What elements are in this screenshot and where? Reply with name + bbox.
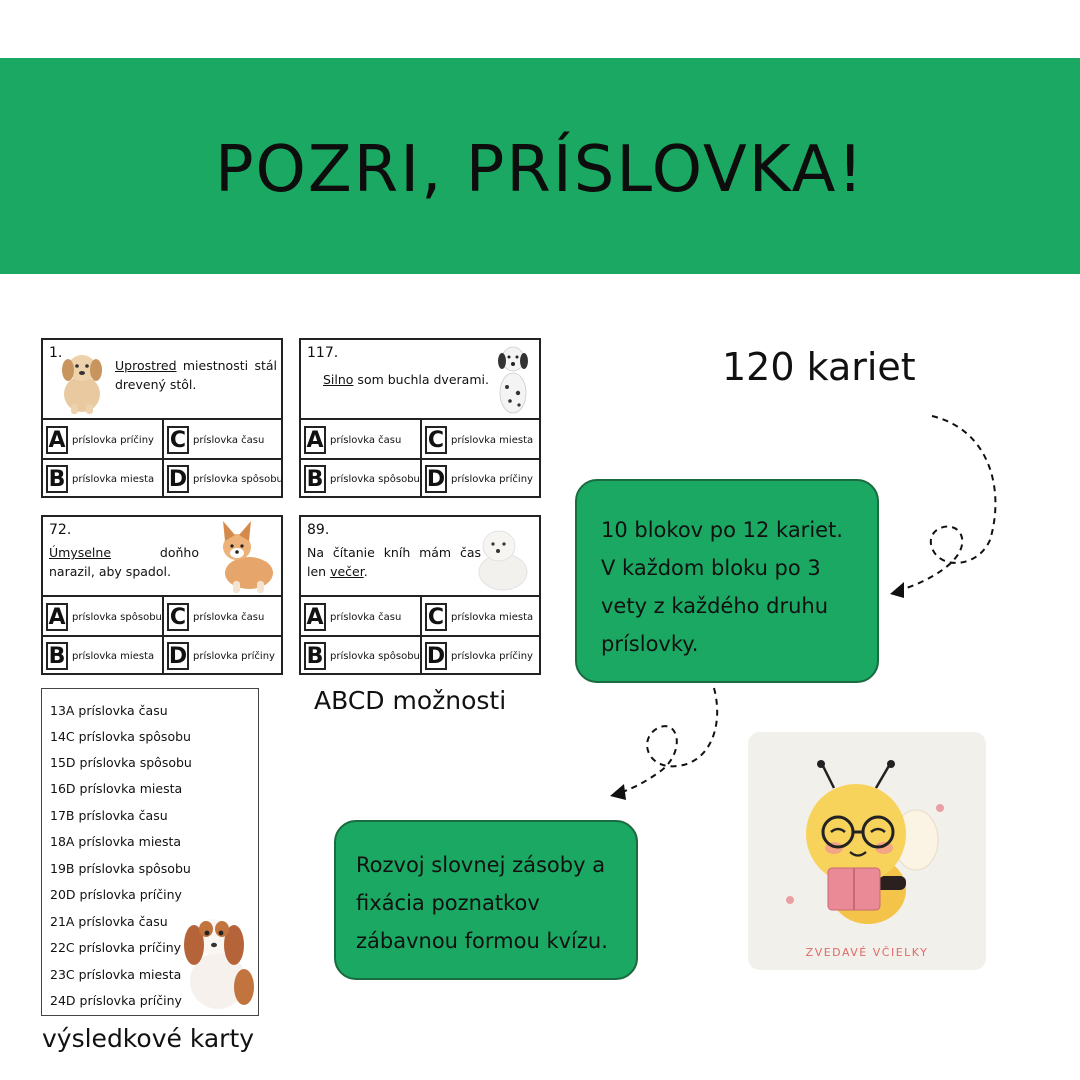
sentence-pre: Na čítanie kníh mám čas len [307,545,481,579]
option-text: príslovka času [330,434,402,446]
card-question [301,517,539,597]
option-letter: A [304,426,326,454]
brand-card [748,732,986,970]
card-sentence [49,543,199,581]
answer-row: 20D príslovka príčiny [50,887,182,902]
option-text: príslovka spôsobu [72,611,162,623]
option-b[interactable] [43,460,162,498]
option-c[interactable] [164,598,283,636]
option-letter: C [425,603,447,631]
option-b[interactable] [43,637,162,675]
sentence-post: doňho narazil, aby spadol. [49,545,199,579]
samoyed-icon [469,520,535,594]
option-c[interactable] [164,421,283,459]
answer-row: 21A príslovka času [50,914,168,929]
quiz-card-72 [41,515,283,675]
info-line: zábavnou formou kvízu. [356,929,608,953]
answer-row: 24D príslovka príčiny [50,993,182,1008]
card-count: 120 kariet [722,345,916,389]
option-text: príslovka času [193,611,265,623]
option-text: príslovka času [193,434,265,446]
option-letter: D [426,466,446,492]
option-letter: A [304,603,326,631]
info-line: príslovky. [601,632,699,656]
brand-name: ZVEDAVÉ VČIELKY [805,946,929,959]
option-letter: C [167,426,189,454]
option-a[interactable] [43,421,162,459]
card-question [301,340,539,420]
sentence-post: . [363,564,368,579]
card-sentence [323,370,493,389]
option-letter: B [46,642,68,670]
dashed-arrow-icon [600,686,730,804]
card-number: 1. [49,345,63,361]
answer-row: 15D príslovka spôsobu [50,755,192,770]
option-text: príslovka miesta [72,650,155,662]
option-text: príslovka miesta [451,611,534,623]
dalmatian-icon [491,343,535,417]
option-a[interactable] [43,598,162,636]
answer-row: 23C príslovka miesta [50,967,182,982]
results-caption: výsledkové karty [42,1024,255,1053]
option-d[interactable] [422,460,541,498]
option-letter: D [426,643,446,669]
option-d[interactable] [164,637,283,675]
option-letter: A [46,426,68,454]
option-c[interactable] [422,421,541,459]
option-c[interactable] [422,598,541,636]
dashed-arrow-icon [880,410,1010,600]
option-letter: B [304,465,326,493]
option-letter: B [46,465,68,493]
option-text: príslovka spôsobu [330,650,420,662]
answer-row: 14C príslovka spôsobu [50,729,191,744]
option-a[interactable] [301,598,420,636]
option-d[interactable] [164,460,283,498]
underlined-adverb: Silno [323,372,354,387]
card-question [43,340,281,420]
info-line: V každom bloku po 3 [601,556,821,580]
spaniel-icon [174,901,256,1013]
info-box-blocks [575,479,879,683]
option-d[interactable] [422,637,541,675]
option-text: príslovka miesta [451,434,534,446]
answer-row: 19B príslovka spôsobu [50,861,191,876]
option-letter: D [168,466,188,492]
info-box-vocabulary [334,820,638,980]
bee-icon [776,760,960,940]
info-line: Rozvoj slovnej zásoby a [356,853,606,877]
option-letter: C [425,426,447,454]
title-banner [0,58,1080,274]
answer-row: 13A príslovka času [50,703,168,718]
option-text: príslovka času [330,611,402,623]
option-letter: A [46,603,68,631]
answer-row: 16D príslovka miesta [50,781,183,796]
option-text: príslovka príčiny [451,650,533,662]
results-card [41,688,259,1016]
answer-row: 22C príslovka príčiny [50,940,182,955]
option-text: príslovka spôsobu [193,473,283,485]
abcd-caption: ABCD možnosti [314,686,507,715]
option-text: príslovka spôsobu [330,473,420,485]
quiz-card-1 [41,338,283,498]
option-text: príslovka príčiny [72,434,154,446]
card-sentence [307,543,481,581]
underlined-adverb: večer [330,564,364,579]
sentence-post: som buchla dverami. [353,372,489,387]
page-title: POZRI, PRÍSLOVKA! [214,133,866,207]
underlined-adverb: Uprostred [115,358,177,373]
quiz-card-117 [299,338,541,498]
option-letter: C [167,603,189,631]
card-sentence [115,356,277,394]
option-a[interactable] [301,421,420,459]
option-text: príslovka príčiny [193,650,275,662]
option-text: príslovka miesta [72,473,155,485]
sentence-post: miestnosti stál drevený stôl. [115,358,277,392]
option-b[interactable] [301,460,420,498]
info-line: vety z každého druhu [601,594,829,618]
option-letter: B [304,642,326,670]
card-number: 89. [307,522,330,538]
card-question [43,517,281,597]
answer-row: 18A príslovka miesta [50,834,182,849]
option-letter: D [168,643,188,669]
underlined-adverb: Úmyselne [49,545,112,560]
card-number: 117. [307,345,339,361]
card-number: 72. [49,522,72,538]
option-text: príslovka príčiny [451,473,533,485]
corgi-icon [211,519,281,595]
puppy-icon [53,344,111,416]
info-line: 10 blokov po 12 kariet. [601,518,843,542]
answer-row: 17B príslovka času [50,808,168,823]
info-line: fixácia poznatkov [356,891,540,915]
option-b[interactable] [301,637,420,675]
quiz-card-89 [299,515,541,675]
